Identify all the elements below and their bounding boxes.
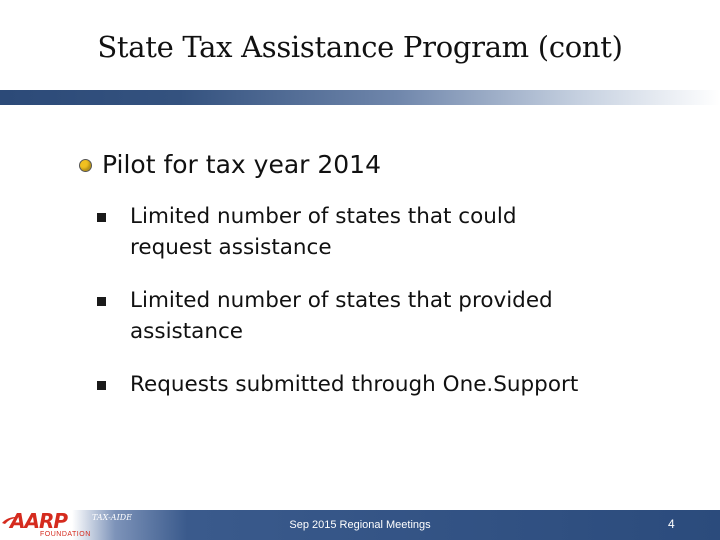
slide-title: State Tax Assistance Program (cont) <box>97 30 623 64</box>
sub-bullet-states-provided <box>97 285 697 347</box>
bullet-dot-icon <box>79 159 92 172</box>
sub-bullet-states-request <box>97 201 697 263</box>
sub-bullet-line: Limited number of states that could <box>130 204 517 229</box>
square-bullet-icon <box>97 297 106 306</box>
logo-subtext: FOUNDATION <box>40 531 91 538</box>
square-bullet-icon <box>97 381 106 390</box>
tax-aide-label: TAX-AIDE <box>92 513 132 522</box>
title-divider-bar <box>0 90 720 105</box>
sub-bullet-requests-submitted <box>97 369 697 400</box>
sub-bullet-line: Requests submitted through One.Support <box>130 372 579 397</box>
logo-wordmark: AARP <box>10 509 68 533</box>
bullet-text: Pilot for tax year 2014 <box>102 150 381 179</box>
sub-bullet-line: Limited number of states that provided <box>130 288 553 313</box>
square-bullet-icon <box>97 213 106 222</box>
footer-event-text: Sep 2015 Regional Meetings <box>289 519 431 531</box>
sub-bullet-line: request assistance <box>130 235 332 260</box>
page-number: 4 <box>668 517 675 531</box>
bullet-pilot <box>79 150 381 179</box>
sub-bullet-line: assistance <box>130 319 244 344</box>
